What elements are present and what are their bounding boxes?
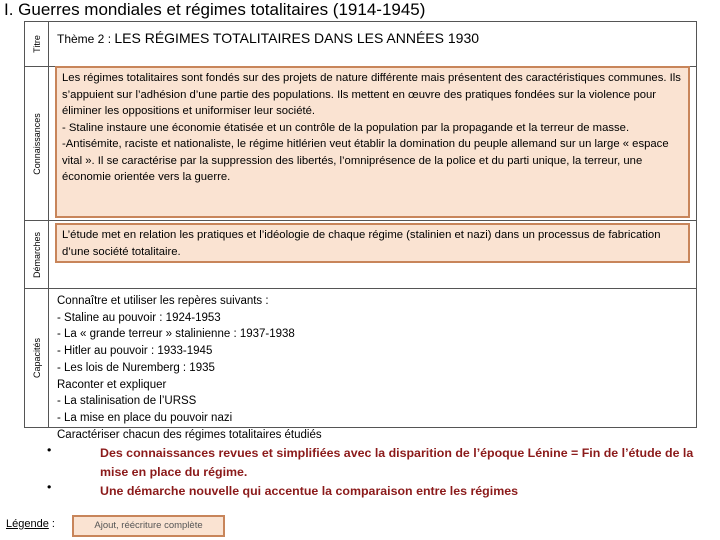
side-label-text: Démarches — [31, 231, 42, 278]
theme-heading — [57, 30, 688, 46]
legend-swatch: Ajout, réécriture complète — [72, 515, 225, 537]
side-label-connaissances — [25, 67, 49, 220]
capacite-line: - Les lois de Nuremberg : 1935 — [57, 361, 215, 374]
theme-prefix: Thème 2 : — [57, 32, 115, 46]
bullet-dot-icon: • — [47, 480, 52, 494]
bullet-text: Une démarche nouvelle qui accentue la comparaison entre les régimes — [100, 484, 518, 498]
page-title: I. Guerres mondiales et régimes totalitaires (1914-1945) — [4, 0, 426, 19]
capacite-line: - La mise en place du pouvoir nazi — [57, 411, 233, 424]
legend-label: Légende — [6, 518, 49, 530]
connaissances-paragraph: Les régimes totalitaires sont fondés sur des projets de nature différente mais présentent des caractéristiques communes. Ils s’appuient sur l’adhésion d’une partie des populations. Ils mettent en œuvre des pratiques fondées sur la violence pour éliminer les oppositions et uniformiser leur société. — [62, 72, 681, 117]
bullet-dot-icon: • — [47, 443, 52, 457]
theme-title: LES RÉGIMES TOTALITAIRES DANS LES ANNÉES 1930 — [114, 30, 480, 46]
connaissances-paragraph: - Staline instaure une économie étatisée et un contrôle de la population par la propagande et la terreur de masse. — [62, 121, 630, 134]
side-label-text: Capacités — [31, 337, 42, 379]
program-table — [24, 21, 697, 441]
row-connaissances — [25, 67, 696, 221]
connaissances-box — [55, 66, 690, 218]
capacite-line: Raconter et expliquer — [57, 378, 167, 391]
connaissances-paragraph: -Antisémite, raciste et nationaliste, le régime hitlérien veut établir la domination du peuple allemand sur un large « espace vital ». Il se caractérise par la suppression des libertés, l’omniprésence de la police et du parti unique, la terreur, une économie orientée vers la guerre. — [62, 138, 669, 183]
demarches-text: L’étude met en relation les pratiques et l’idéologie de chaque régime (stalinien et nazi) dans un processus de fabrication d’une société totalitaire. — [62, 229, 661, 258]
side-label-text: Connaissances — [31, 112, 42, 175]
row-demarches — [25, 221, 696, 289]
side-label-capacites — [25, 289, 49, 427]
legend — [6, 518, 55, 530]
bullet-item — [40, 482, 710, 501]
summary-bullets — [40, 444, 710, 501]
capacite-line: Connaître et utiliser les repères suivants : — [57, 295, 269, 307]
side-label-text: Titre — [31, 35, 42, 53]
side-label-titre — [25, 22, 49, 66]
legend-separator: : — [48, 518, 55, 530]
capacite-line: - Staline au pouvoir : 1924-1953 — [57, 311, 221, 324]
capacite-line: - La stalinisation de l’URSS — [57, 395, 197, 408]
capacite-line: Caractériser chacun des régimes totalitaires étudiés — [57, 428, 322, 441]
capacite-line: - Hitler au pouvoir : 1933-1945 — [57, 345, 213, 358]
demarches-box — [55, 223, 690, 263]
row-titre — [25, 22, 696, 67]
bullet-text: Des connaissances revues et simplifiées avec la disparition de l’époque Lénine = Fin de l’étude de la mise en place du régime. — [100, 446, 694, 479]
side-label-demarches — [25, 221, 49, 288]
capacites-list — [57, 293, 688, 443]
capacite-line: - La « grande terreur » stalinienne : 1937-1938 — [57, 328, 295, 341]
bullet-item — [40, 444, 710, 482]
row-capacites — [25, 289, 696, 441]
